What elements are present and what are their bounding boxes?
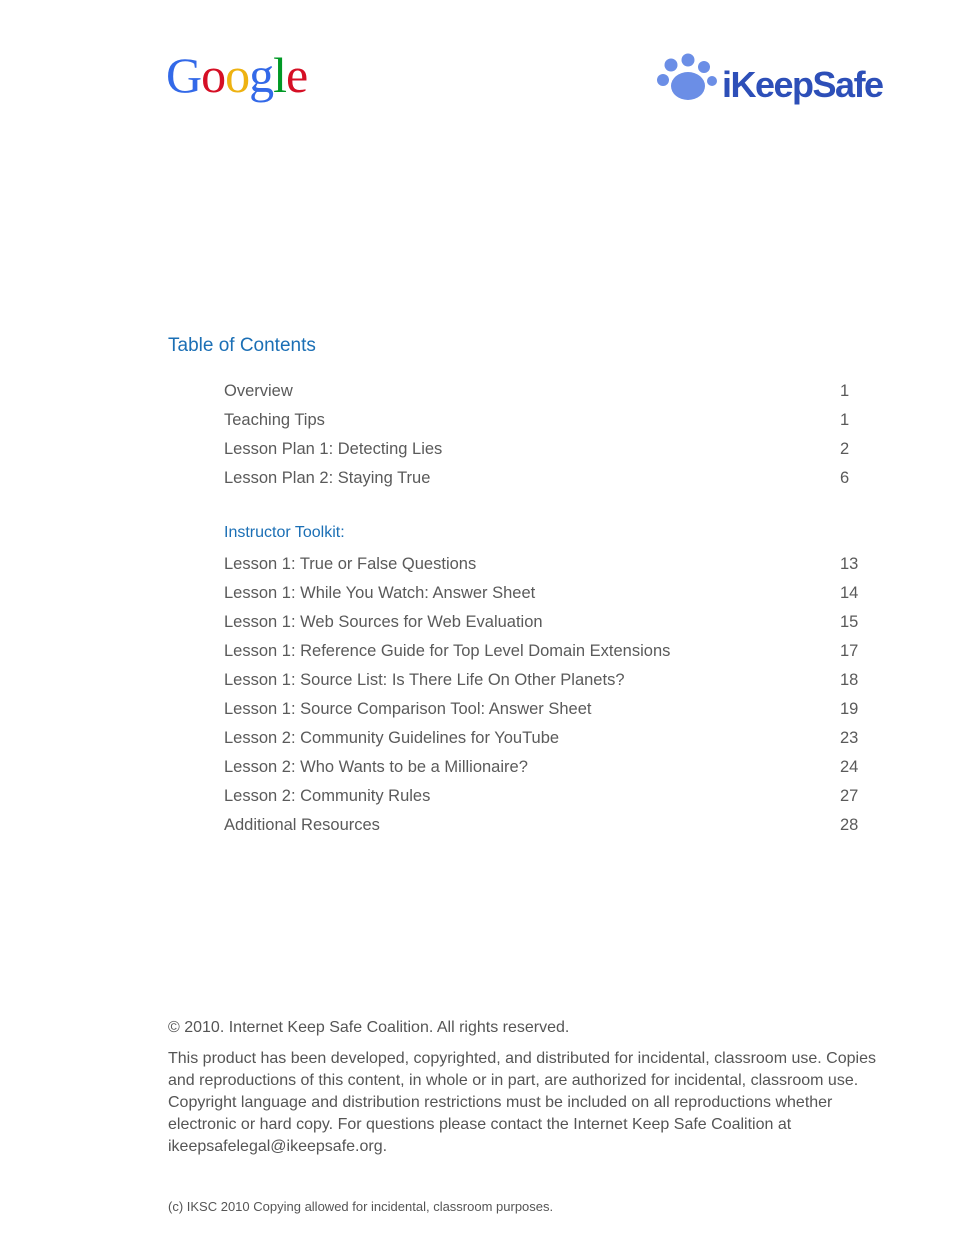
toc-entry-label: Teaching Tips	[224, 411, 325, 429]
toc-entry	[224, 724, 864, 753]
toc-entry-page: 17	[840, 642, 859, 660]
footer-note: (c) IKSC 2010 Copying allowed for incidental, classroom purposes.	[168, 1199, 554, 1214]
toc-entry-label: Lesson 1: Source Comparison Tool: Answer Sheet	[224, 700, 592, 718]
toc-entry	[224, 377, 864, 406]
toc-entry-page: 1	[840, 411, 850, 429]
toc-entry-page: 18	[840, 671, 859, 689]
toc-entry-label: Lesson 1: True or False Questions	[224, 555, 477, 573]
toc-entry-page: 27	[840, 787, 859, 805]
toc-entry	[224, 753, 864, 782]
toc-entry-label: Lesson 1: Web Sources for Web Evaluation	[224, 613, 543, 631]
toc-entry-label: Lesson 1: While You Watch: Answer Sheet	[224, 584, 536, 602]
toc-entry	[224, 435, 864, 464]
toc-entry-label: Lesson Plan 2: Staying True	[224, 469, 431, 487]
toc-entry-page: 13	[840, 555, 859, 573]
toc-entry-page: 14	[840, 584, 859, 602]
svg-text:Google: Google	[166, 52, 308, 103]
toc-entry-label: Lesson 2: Community Rules	[224, 787, 431, 805]
toc-entry-label: Lesson 1: Source List: Is There Life On Other Planets?	[224, 671, 625, 689]
toc-entry-label: Lesson Plan 1: Detecting Lies	[224, 440, 443, 458]
toc-entry	[224, 637, 864, 666]
toc-entry	[224, 550, 864, 579]
toc-entry	[224, 782, 864, 811]
toolkit-heading: Instructor Toolkit:	[224, 524, 345, 541]
toc-entry-label: Additional Resources	[224, 816, 380, 834]
toc-entry	[224, 695, 864, 724]
toc-entry-page: 1	[840, 382, 850, 400]
toc-entry-page: 23	[840, 729, 859, 747]
toc-entry	[224, 811, 864, 840]
toc-entry	[224, 406, 864, 435]
toc-entry-page: 15	[840, 613, 859, 631]
paw-icon	[657, 54, 717, 101]
toc-entry	[224, 464, 864, 493]
toc-entry-page: 6	[840, 469, 850, 487]
google-logo	[166, 52, 326, 112]
svg-text:iKeepSafe: iKeepSafe	[722, 64, 883, 105]
toc-entry	[224, 608, 864, 637]
toc-entry-page: 24	[840, 758, 859, 776]
rights-paragraph: This product has been developed, copyrighted, and distributed for incidental, classroom use. Copies and reproductions of this content, in whole or in part, are authorized for incidental, classroom use. Copyright language and distribution restrictions must be included on all reproductions whether electronic or hard copy. For questions please contact the Internet Keep Safe Coalition at ikeepsafelegal@ikeepsafe.org.	[168, 1050, 876, 1155]
toc-entry	[224, 579, 864, 608]
copyright-line: © 2010. Internet Keep Safe Coalition. All rights reserved.	[168, 1019, 570, 1036]
toc-entry-label: Lesson 2: Who Wants to be a Millionaire?	[224, 758, 528, 776]
toc-entry-page: 28	[840, 816, 859, 834]
toc-entry-page: 19	[840, 700, 859, 718]
toc-entry-label: Lesson 1: Reference Guide for Top Level Domain Extensions	[224, 642, 671, 660]
toc-entry-label: Lesson 2: Community Guidelines for YouTube	[224, 729, 560, 747]
toc-toolkit-list	[224, 550, 864, 840]
toc-entry-page: 2	[840, 440, 850, 458]
toc-heading: Table of Contents	[168, 335, 316, 356]
toc-entry-label: Overview	[224, 382, 293, 400]
toc-main-list	[224, 377, 864, 493]
toc-entry	[224, 666, 864, 695]
ikeepsafe-logo	[652, 52, 892, 112]
